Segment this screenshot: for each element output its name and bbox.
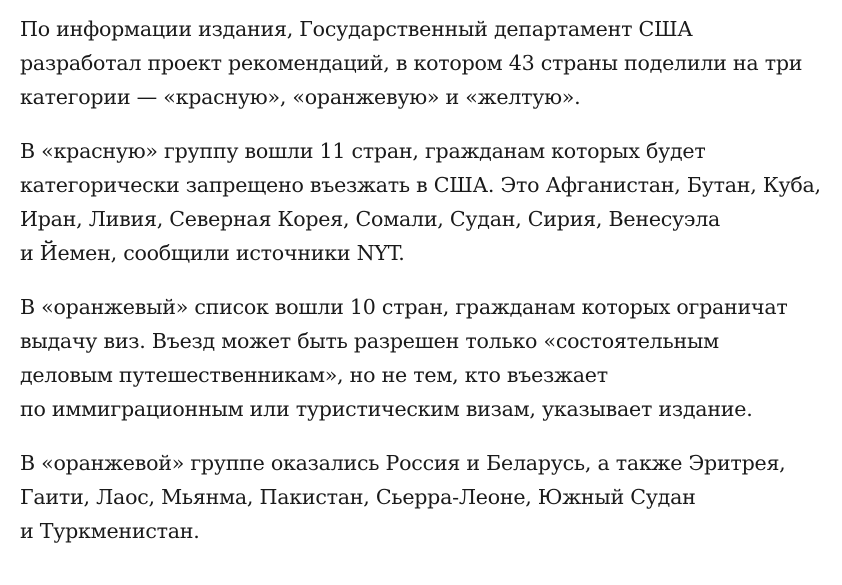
text-line: по иммиграционным или туристическим визам, указывает издание. xyxy=(20,397,753,421)
paragraph-report-summary xyxy=(20,12,835,114)
paragraph-orange-group-countries xyxy=(20,446,835,548)
text-line: В «оранжевой» группе оказались Россия и Беларусь, а также Эритрея, xyxy=(20,451,786,475)
text-line: категорически запрещено въезжать в США. Это Афганистан, Бутан, Куба, xyxy=(20,173,821,197)
paragraph-orange-list xyxy=(20,290,835,426)
text-line: деловым путешественникам», но не тем, кто въезжает xyxy=(20,363,608,387)
paragraph-red-group xyxy=(20,134,835,270)
text-line: В «оранжевый» список вошли 10 стран, гражданам которых ограничат xyxy=(20,295,788,319)
text-line: По информации издания, Государственный департамент США xyxy=(20,17,693,41)
text-line: выдачу виз. Въезд может быть разрешен только «состоятельным xyxy=(20,329,719,353)
text-line: и Туркменистан. xyxy=(20,519,200,543)
text-line: разработал проект рекомендаций, в котором 43 страны поделили на три xyxy=(20,51,803,75)
text-line: и Йемен, сообщили источники NYT. xyxy=(20,241,405,265)
text-line: Иран, Ливия, Северная Корея, Сомали, Судан, Сирия, Венесуэла xyxy=(20,207,721,231)
text-line: В «красную» группу вошли 11 стран, гражданам которых будет xyxy=(20,139,706,163)
article-body xyxy=(20,12,835,568)
text-line: Гаити, Лаос, Мьянма, Пакистан, Сьерра-Леоне, Южный Судан xyxy=(20,485,696,509)
text-line: категории — «красную», «оранжевую» и «желтую». xyxy=(20,85,581,109)
